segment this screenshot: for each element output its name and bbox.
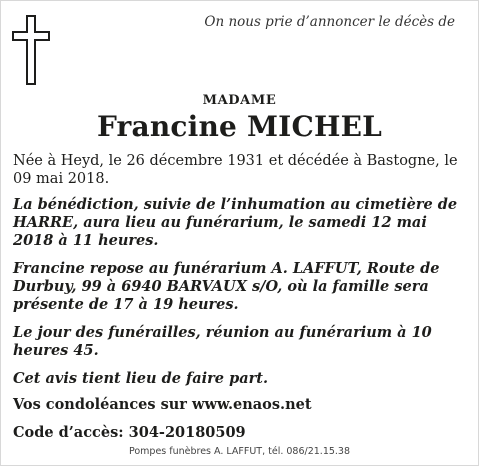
honorific-title: MADAME — [202, 93, 277, 108]
notice-paragraph: Cet avis tient lieu de faire part. — [13, 370, 268, 387]
cross-icon — [12, 15, 50, 85]
birth-death-paragraph: Née à Heyd, le 26 décembre 1931 et décédée à Bastogne, le 09 mai 2018. — [13, 153, 458, 187]
ceremony-paragraph: La bénédiction, suivie de l’inhumation au cimetière de HARRE, aura lieu au funérarium, le samedi 12 mai 2018 à 11 heures. — [13, 196, 458, 249]
visitation-paragraph: Francine repose au funérarium A. LAFFUT, Route de Durbuy, 99 à 6940 BARVAUX s/O, où la famille sera présente de 17 à 19 heures. — [13, 260, 440, 313]
intro-text: On nous prie d’annoncer le décès de — [204, 14, 455, 30]
access-code-line: Code d’accès: 304-20180509 — [13, 424, 246, 441]
deceased-name: Francine MICHEL — [96, 110, 383, 143]
funeral-home-footer: Pompes funèbres A. LAFFUT, tél. 086/21.15.38 — [128, 446, 351, 457]
condolences-line: Vos condoléances sur www.enaos.net — [13, 396, 312, 413]
meeting-paragraph: Le jour des funérailles, réunion au funérarium à 10 heures 45. — [13, 324, 432, 359]
